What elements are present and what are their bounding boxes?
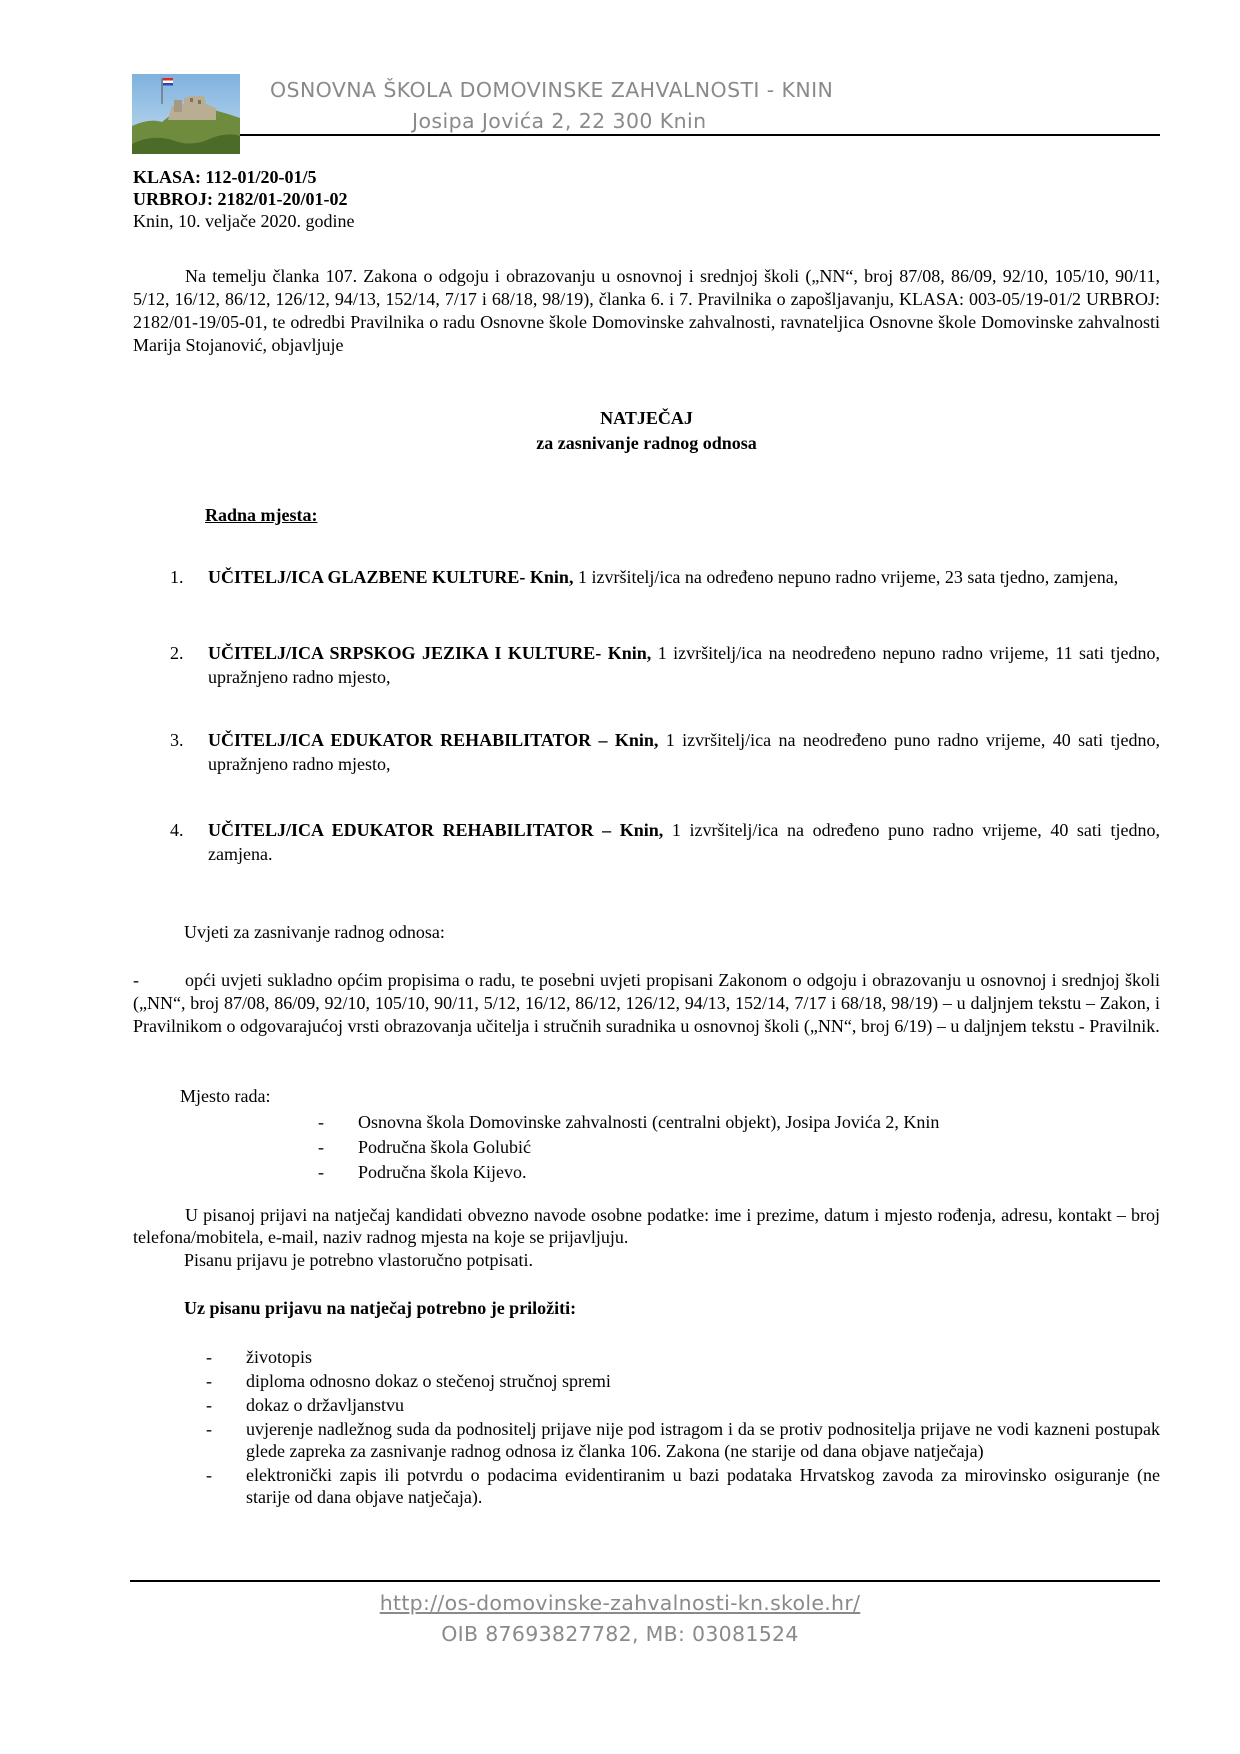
position-description: 1 izvršitelj/ica na određeno nepuno radno vrijeme, 23 sata tjedno, zamjena,	[573, 567, 1119, 587]
conditions-dash: -	[133, 970, 139, 990]
footer-divider	[130, 1580, 1160, 1582]
list-dash: -	[206, 1419, 212, 1439]
attachments-list	[206, 1346, 1160, 1510]
position-number: 2.	[170, 643, 184, 663]
attachment-item	[206, 1418, 1160, 1462]
header-divider	[240, 134, 1160, 136]
document-title: NATJEČAJ	[600, 408, 693, 428]
signature-note: Pisanu prijavu je potrebno vlastoručno potpisati.	[184, 1250, 533, 1270]
document-subtitle: za zasnivanje radnog odnosa	[536, 433, 757, 453]
position-number: 3.	[170, 730, 184, 750]
attachment-text: dokaz o državljanstvu	[246, 1395, 404, 1415]
list-dash: -	[318, 1137, 324, 1157]
attachments-heading: Uz pisanu prijavu na natječaj potrebno je priložiti:	[184, 1298, 577, 1318]
klasa-line: KLASA: 112-01/20-01/5	[133, 167, 317, 187]
work-place-text: Područna škola Golubić	[358, 1137, 531, 1157]
position-description: 1 izvršitelj/ica na određeno puno radno vrijeme, 40 sati tjedno, zamjena.	[208, 820, 1160, 864]
application-paragraph: U pisanoj prijavi na natječaj kandidati obvezno navode osobne podatke: ime i prezime, datum i mjesto rođenja, adresu, kontakt – broj telefona/mobitela, e-mail, naziv radnog mjesta na koje se prijavljuju.	[133, 1205, 1160, 1247]
work-place-label: Mjesto rada:	[180, 1086, 271, 1106]
position-title: UČITELJ/ICA GLAZBENE KULTURE- Knin,	[208, 567, 574, 587]
attachment-text: elektronički zapis ili potvrdu o podacima evidentiranim u bazi podataka Hrvatskog zavoda za mirovinsko osiguranje (ne starije od dana objave natječaja).	[246, 1465, 1160, 1507]
attachment-text: životopis	[246, 1347, 312, 1367]
position-number: 4.	[170, 820, 184, 840]
school-name: OSNOVNA ŠKOLA DOMOVINSKE ZAHVALNOSTI - KNIN	[270, 78, 834, 102]
work-place-list	[318, 1110, 939, 1185]
attachment-item	[206, 1464, 1160, 1508]
conditions-label: Uvjeti za zasnivanje radnog odnosa:	[184, 922, 445, 942]
footer-website-link[interactable]: http://os-domovinske-zahvalnosti-kn.skole.hr/	[379, 1591, 861, 1615]
work-place-item	[318, 1135, 939, 1160]
attachment-item	[206, 1346, 1160, 1368]
school-logo-photo	[132, 74, 240, 154]
urbroj-line: URBROJ: 2182/01-20/01-02	[133, 189, 348, 209]
footer-identifiers: OIB 87693827782, MB: 03081524	[441, 1622, 799, 1646]
attachment-item	[206, 1394, 1160, 1416]
intro-paragraph: Na temelju članka 107. Zakona o odgoju i obrazovanju u osnovnoj i srednjoj školi („NN“, broj 87/08, 86/09, 92/10, 105/10, 90/11, 5/12, 16/12, 86/12, 126/12, 94/13, 152/14, 7/17 i 68/18, 98/19), članka 6. i 7. Pravilnika o zapošljavanju, KLASA: 003-05/19-01/2 URBROJ: 2182/01-19/05-01, te odredbi Pravilnika o radu Osnovne škole Domovinske zahvalnosti, ravnateljica Osnovne škole Domovinske zahvalnosti Marija Stojanović, objavljuje	[133, 266, 1160, 355]
date-line: Knin, 10. veljače 2020. godine	[133, 211, 355, 231]
list-dash: -	[318, 1162, 324, 1182]
list-dash: -	[206, 1395, 212, 1415]
conditions-text: opći uvjeti sukladno općim propisima o radu, te posebni uvjeti propisani Zakonom o odgoju i obrazovanju u osnovnoj i srednjoj školi („NN“, broj 87/08, 86/09, 92/10, 105/10, 90/11, 5/12, 16/12, 86/12, 126/12, 94/13, 152/14, 7/17 i 68/18, 98/19) – u daljnjem tekstu – Zakon, i Pravilnikom o odgovarajućoj vrsti obrazovanja učitelja i stručnih suradnika u osnovnoj školi („NN“, broj 6/19) – u daljnjem tekstu - Pravilnik.	[133, 970, 1160, 1036]
list-dash: -	[206, 1371, 212, 1391]
position-number: 1.	[170, 567, 184, 587]
attachment-text: uvjerenje nadležnog suda da podnositelj prijave nije pod istragom i da se protiv podnositelja prijave ne vodi kazneni postupak glede zapreka za zasnivanje radnog odnosa iz članka 106. Zakona (ne starije od dana objave natječaja)	[246, 1419, 1160, 1461]
position-title: UČITELJ/ICA SRPSKOG JEZIKA I KULTURE- Knin,	[208, 643, 652, 663]
work-place-text: Osnovna škola Domovinske zahvalnosti (centralni objekt), Josipa Jovića 2, Knin	[358, 1112, 940, 1132]
list-dash: -	[206, 1347, 212, 1367]
list-dash: -	[318, 1112, 324, 1132]
position-description: 1 izvršitelj/ica na neodređeno puno radno vrijeme, 40 sati tjedno, upražnjeno radno mjesto,	[208, 730, 1160, 774]
work-place-item	[318, 1160, 939, 1185]
document-meta	[133, 166, 354, 232]
attachment-text: diploma odnosno dokaz o stečenoj stručnoj spremi	[246, 1371, 611, 1391]
work-place-item	[318, 1110, 939, 1135]
position-title: UČITELJ/ICA EDUKATOR REHABILITATOR – Knin,	[208, 820, 664, 840]
position-title: UČITELJ/ICA EDUKATOR REHABILITATOR – Knin,	[208, 730, 659, 750]
position-description: 1 izvršitelj/ica na neodređeno nepuno radno vrijeme, 11 sati tjedno, upražnjeno radno mjesto,	[208, 643, 1160, 687]
positions-heading: Radna mjesta:	[205, 505, 318, 525]
conditions-paragraph	[133, 969, 1160, 1038]
school-address: Josipa Jovića 2, 22 300 Knin	[412, 109, 707, 133]
attachment-item	[206, 1370, 1160, 1392]
list-dash: -	[206, 1465, 212, 1485]
work-place-text: Područna škola Kijevo.	[358, 1162, 527, 1182]
